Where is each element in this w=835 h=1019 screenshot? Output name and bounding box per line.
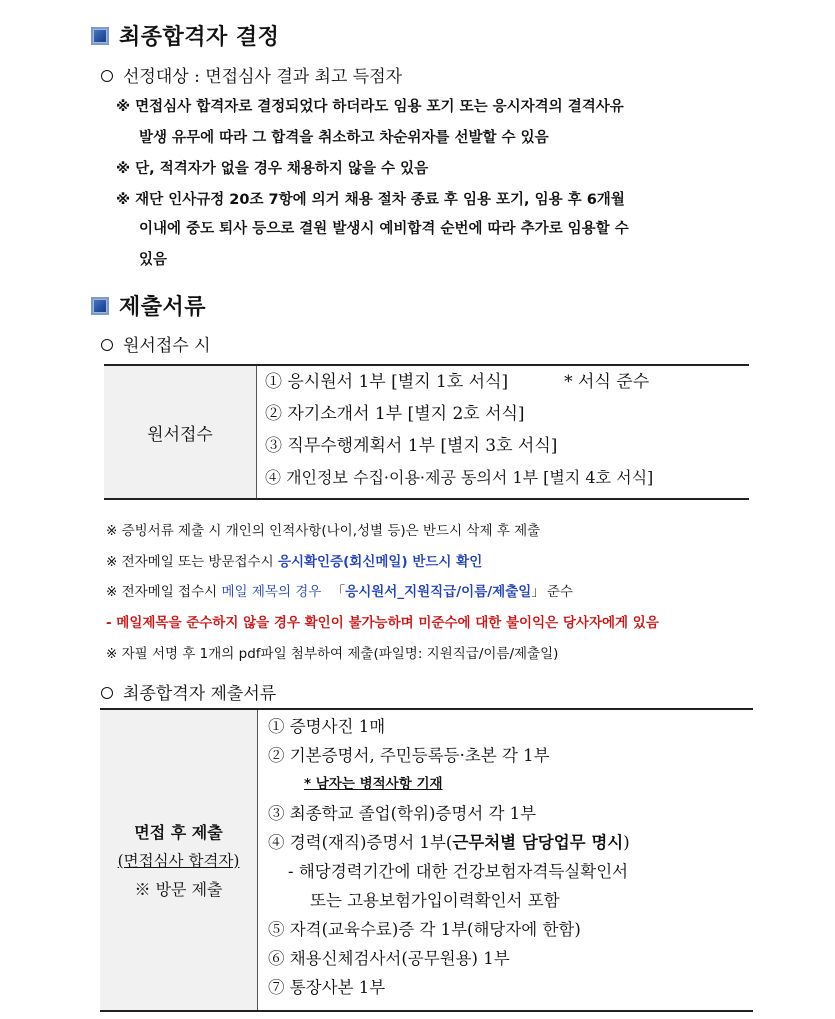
doc-item: ③ 최종학교 졸업(학위)증명서 각 1부 (268, 804, 537, 823)
note-highlight: 응시확인증(회신메일) 반드시 확인 (277, 554, 483, 570)
email-subject-note (106, 580, 573, 600)
note-blue-text: 메일 제목의 경우 (221, 584, 326, 600)
doc-item: ⑤ 자격(교육수료)증 각 1부(해당자에 한함) (268, 920, 581, 939)
final-docs-table (100, 708, 753, 1012)
table-label-cell (100, 709, 258, 1011)
signature-note: ※ 자필 서명 후 1개의 pdf파일 첨부하여 제출(파일명: 지원직급/이름/제출일) (106, 646, 559, 662)
note-line: ※ 면접심사 합격자로 결정되었다 하더라도 임용 포기 또는 응시자격의 결격사유 (116, 99, 624, 115)
note-line: 이내에 중도 퇴사 등으로 결원 발생시 예비합격 순번에 따라 추가로 임용할 수 (139, 221, 629, 237)
bracket-open: 「 (331, 584, 346, 600)
application-docs-table (104, 364, 749, 500)
circle-bullet-icon (101, 687, 113, 699)
doc-item-sub: - 해당경력기간에 대한 건강보험자격득실확인서 (288, 862, 629, 881)
final-docs-subheading (101, 679, 276, 704)
doc-item-note: * 서식 준수 (564, 372, 650, 392)
doc-item-text: ④ 경력(재직)증명서 1부( (268, 833, 453, 852)
doc-item: ④ 개인정보 수집·이용·제공 동의서 1부 [별지 4호 서식] (265, 468, 654, 487)
note-text: ※ 전자메일 또는 방문접수시 (106, 554, 278, 570)
blue-square-icon (91, 27, 109, 45)
table-label-main: 면접 후 제출 (134, 823, 223, 842)
selection-target-bullet (101, 62, 402, 87)
note-line: 있음 (139, 252, 168, 268)
circle-bullet-icon (101, 339, 113, 351)
doc-item-bold: 근무처별 담당업무 명시 (452, 833, 624, 852)
note-highlight: 응시원서_지원직급/이름/제출일 (345, 584, 532, 600)
doc-item: ③ 직무수행계획서 1부 [별지 3호 서식] (265, 436, 558, 456)
note-line: ※ 단, 적격자가 없을 경우 채용하지 않을 수 있음 (116, 161, 429, 177)
doc-item-note (258, 770, 753, 799)
note-text: ※ 전자메일 접수시 (106, 584, 222, 600)
note-line: ※ 재단 인사규정 20조 7항에 의거 채용 절차 종료 후 임용 포기, 임용 후 6개월 (116, 192, 625, 208)
section-final-decision-title (91, 20, 279, 51)
note-line: 발생 유무에 따라 그 합격을 취소하고 차순위자를 선발할 수 있음 (139, 130, 549, 146)
section-title-text: 최종합격자 결정 (119, 25, 280, 50)
table-items-cell (258, 709, 754, 1011)
circle-bullet-icon (101, 70, 113, 82)
table-label-visit: ※ 방문 제출 (134, 880, 223, 899)
doc-item: ② 자기소개서 1부 [별지 2호 서식] (265, 404, 525, 424)
section-title-text: 제출서류 (119, 295, 207, 320)
doc-item-text: ) (623, 833, 630, 852)
table-items-cell (257, 365, 750, 499)
doc-item (258, 828, 753, 857)
doc-item-sub: 또는 고용보험가입이력확인서 포함 (310, 891, 560, 910)
email-warning-note: - 메일제목을 준수하지 않을 경우 확인이 불가능하며 미준수에 대한 불이익은 당사자에게 있음 (106, 615, 659, 631)
doc-item: ① 증명사진 1매 (268, 717, 386, 736)
application-submit-subheading (101, 331, 211, 356)
bracket-close: 」 (531, 584, 545, 600)
doc-item: ② 기본증명서, 주민등록등·초본 각 1부 (268, 746, 550, 765)
table-label-sub: (면접심사 합격자) (117, 852, 240, 870)
doc-item: ⑥ 채용신체검사서(공무원용) 1부 (268, 949, 510, 968)
military-note-text: * 남자는 병적사항 기재 (304, 776, 443, 792)
doc-item: ⑦ 통장사본 1부 (268, 978, 386, 997)
doc-item (257, 366, 749, 398)
table-label: 원서접수 (147, 424, 213, 445)
bullet-text: 선정대상 : 면접심사 결과 최고 득점자 (123, 67, 403, 87)
email-confirm-note (106, 550, 482, 570)
subheading-text: 원서접수 시 (123, 336, 211, 356)
section-documents-title (91, 290, 206, 321)
evidence-note: ※ 증빙서류 제출 시 개인의 인적사항(나이,성별 등)은 반드시 삭제 후 제출 (106, 523, 541, 539)
blue-square-icon (91, 297, 109, 315)
table-label-cell (104, 365, 257, 499)
subheading-text: 최종합격자 제출서류 (123, 684, 277, 704)
note-text: 준수 (546, 584, 573, 600)
doc-item-text: ① 응시원서 1부 [별지 1호 서식] (265, 372, 509, 392)
